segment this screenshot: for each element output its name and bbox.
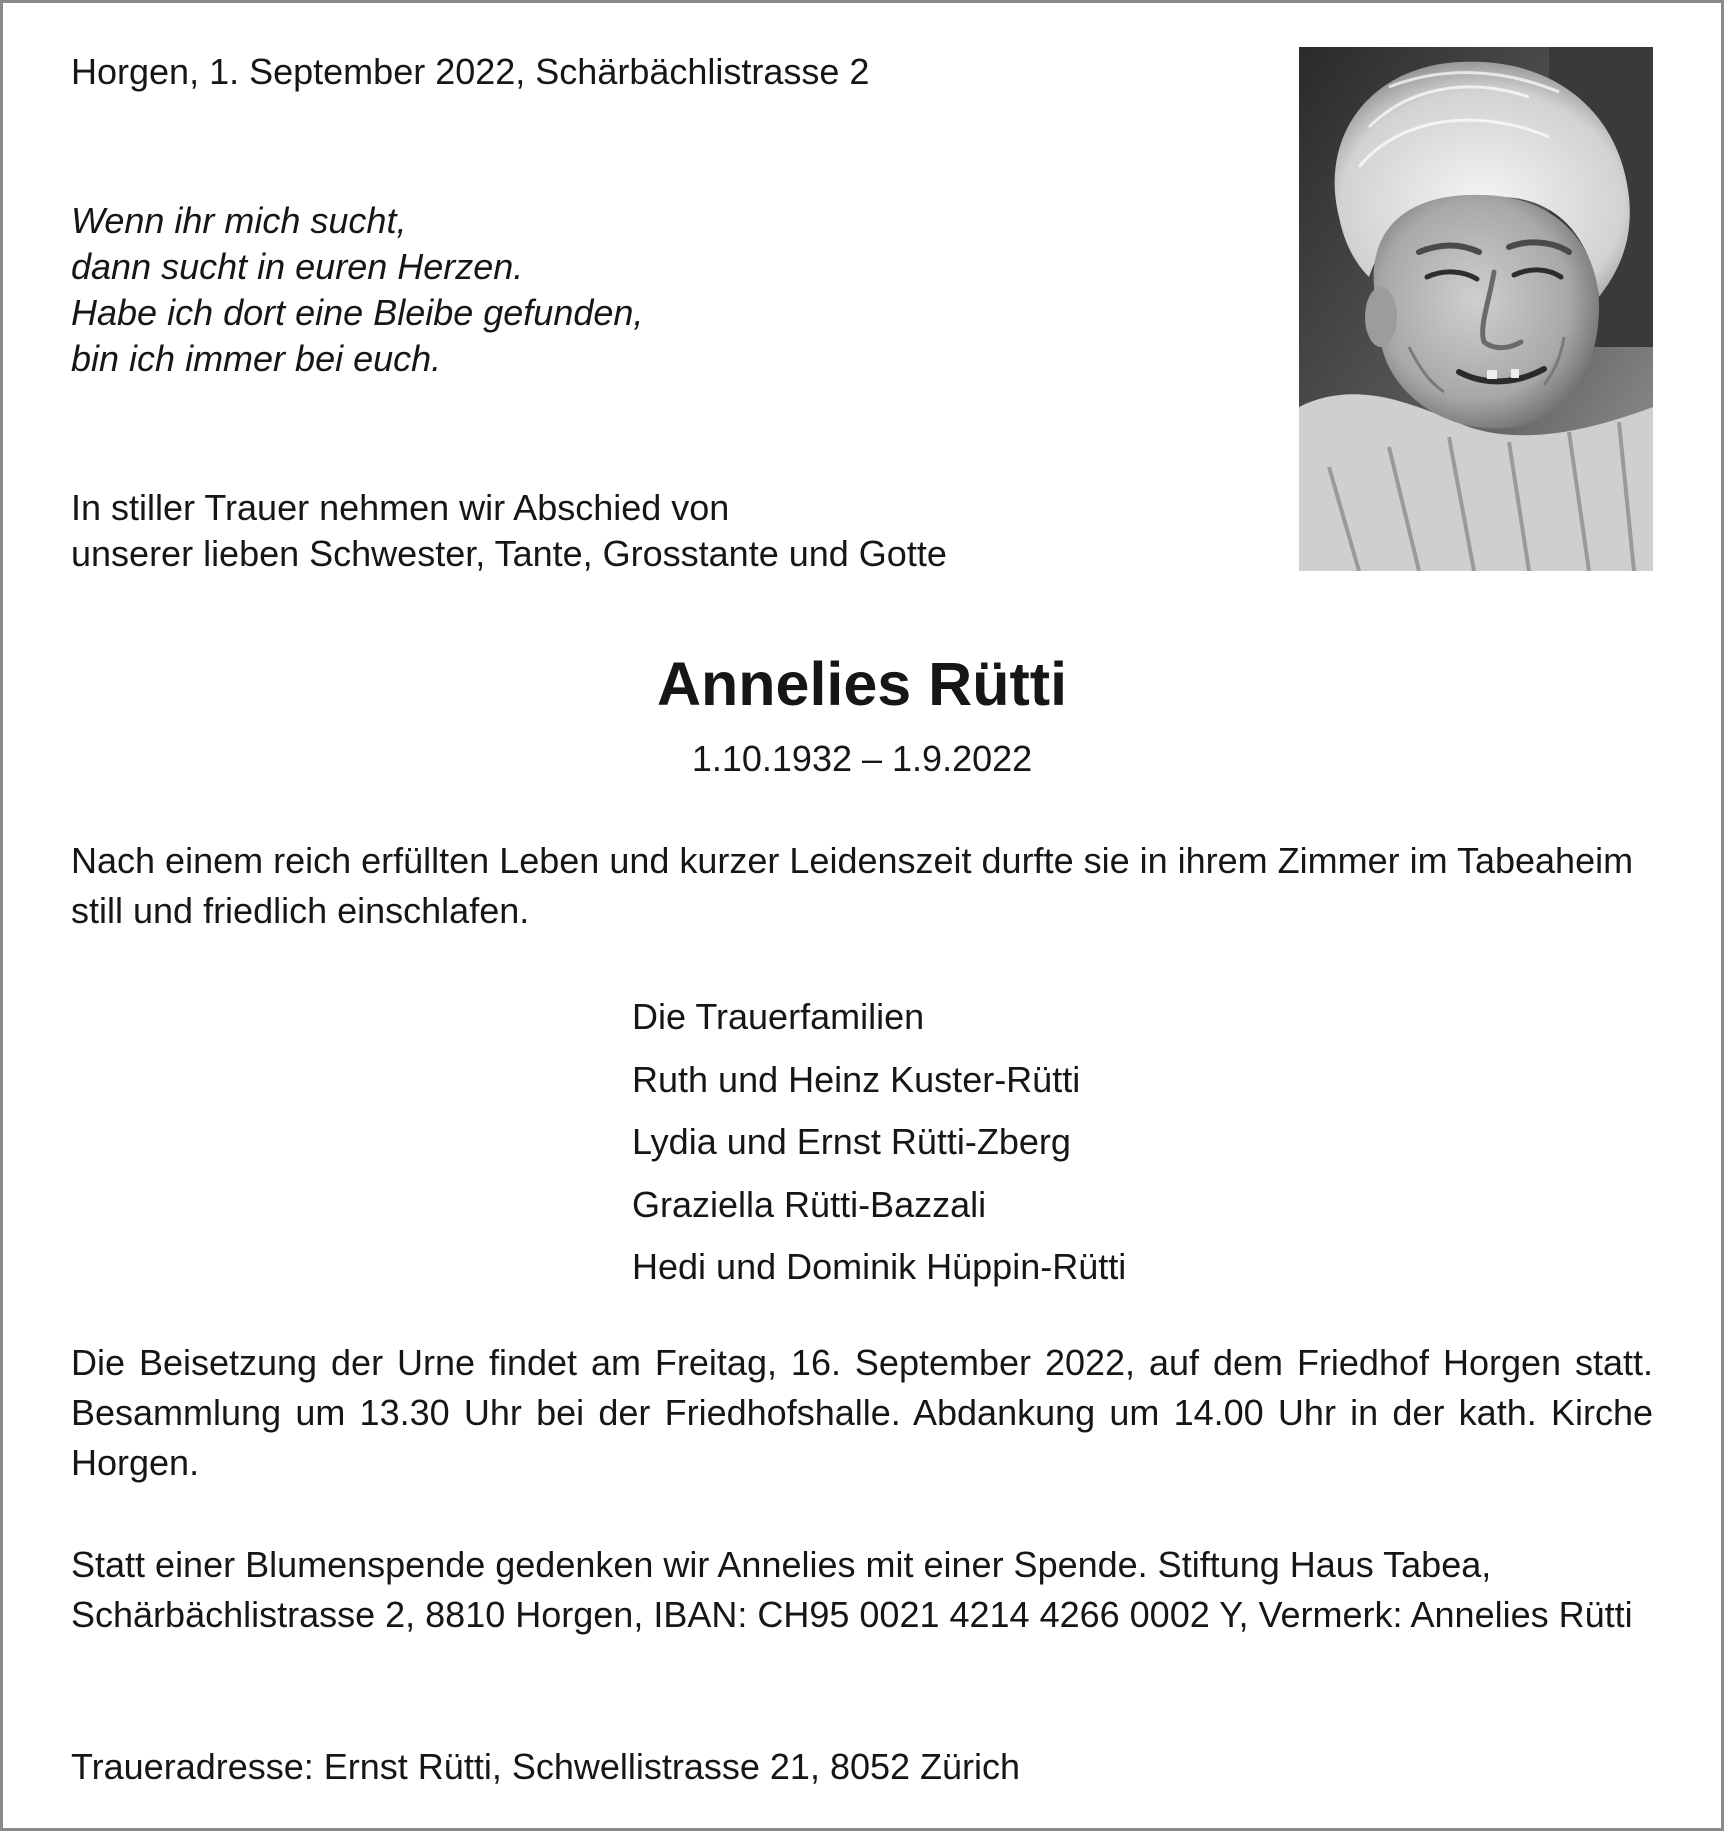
mourning-address: Traueradresse: Ernst Rütti, Schwellistrasse 21, 8052 Zürich [71, 1746, 1021, 1787]
farewell-intro [71, 485, 947, 577]
deceased-name: Annelies Rütti [656, 650, 1068, 718]
poem-line: Wenn ihr mich sucht, [71, 200, 407, 241]
burial-paragraph: Die Beisetzung der Urne findet am Freitag, 16. September 2022, auf dem Friedhof Horgen statt. Besammlung um 13.30 Uhr bei der Friedhofshalle. Abdankung um 14.00 Uhr in der kath. Kirche Horgen. [71, 1342, 1653, 1483]
place-date-header: Horgen, 1. September 2022, Schärbächlistrasse 2 [71, 51, 870, 92]
poem-line: bin ich immer bei euch. [71, 338, 442, 379]
family-member: Ruth und Heinz Kuster-Rütti [632, 1058, 1081, 1100]
family-member: Graziella Rütti-Bazzali [632, 1183, 987, 1225]
passing-paragraph: Nach einem reich erfüllten Leben und kurzer Leidenszeit durfte sie in ihrem Zimmer im Tabeaheim still und friedlich einschlafen. [71, 840, 1634, 931]
family-member: Lydia und Ernst Rütti-Zberg [632, 1121, 1071, 1162]
intro-line: unserer lieben Schwester, Tante, Grosstante und Gotte [71, 533, 947, 574]
mourning-family-list [632, 986, 1126, 1299]
memorial-poem [71, 198, 643, 382]
portrait-photo [1299, 47, 1653, 571]
intro-line: In stiller Trauer nehmen wir Abschied von [71, 487, 730, 528]
poem-line: Habe ich dort eine Bleibe gefunden, [71, 292, 644, 333]
portrait-illustration [1299, 47, 1653, 571]
family-heading: Die Trauerfamilien [632, 996, 925, 1037]
family-member: Hedi und Dominik Hüppin-Rütti [632, 1246, 1127, 1287]
donation-paragraph: Statt einer Blumenspende gedenken wir Annelies mit einer Spende. Stiftung Haus Tabea, Schärbächlistrasse 2, 8810 Horgen, IBAN: CH95 0021 4214 4266 0002 Y, Vermerk: Annelies Rütti [71, 1544, 1633, 1635]
life-dates: 1.10.1932 – 1.9.2022 [691, 738, 1033, 779]
poem-line: dann sucht in euren Herzen. [71, 246, 524, 287]
